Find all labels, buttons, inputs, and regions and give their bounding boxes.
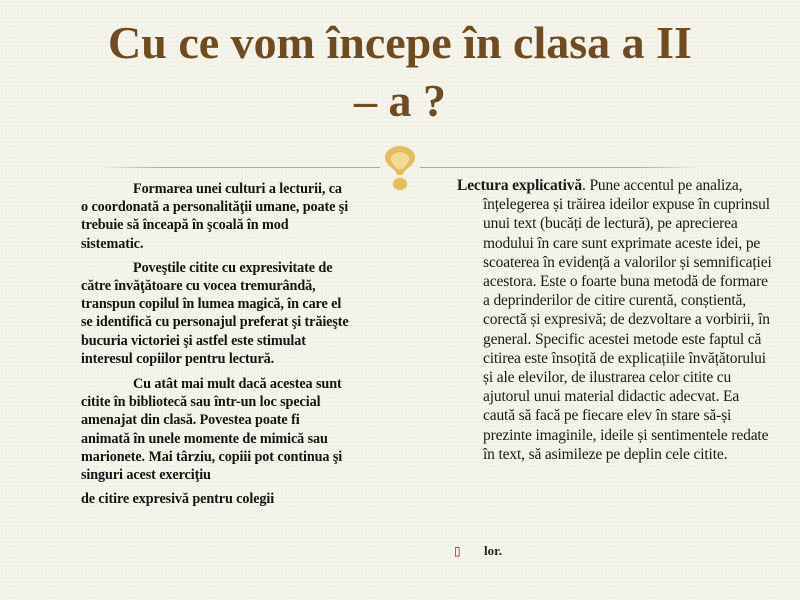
left-text-column: [81, 180, 349, 508]
title-line-2: – a ?: [354, 75, 446, 126]
right-heading: Lectura explicativă: [457, 177, 582, 194]
bullet-text: lor.: [484, 543, 502, 558]
left-paragraph-3-tail: de citire expresivă pentru colegii: [81, 491, 275, 508]
left-paragraph-3: Cu atât mai mult dacă acestea sunt citite în bibliotecă sau într-un loc special amenajat din clasă. Povestea poate fi animată în unele momente de mimică sau marionete. Mai târziu, copiii pot continua şi singuri acest exerciţiu: [81, 376, 343, 484]
right-body: . Pune accentul pe analiza, înțelegerea și trăirea ideilor expuse în cuprinsul unui text (bucăți de lectură), pe aprecierea modului în care sunt exprimate aceste idei, pe scoaterea în evidență a valorilor și semnificației acestora. Este o foarte buna metodă de formare a deprinderilor de citire curentă, conștientă, corectă și expresivă; de dezvoltare a vorbirii, în general. Specific acestei metode este faptul că citirea este însoțită de explicațiile învățătorului și ale elevilor, de ilustrarea celor citite cu ajutorul unui material didactic adecvat. Ea caută să facă pe fiecare elev în stare să-și prezinte imaginile, ideile și sentimentele redate în text, să asimileze pe deplin cele citite.: [483, 177, 772, 463]
fleur-ornament-icon: [381, 144, 419, 192]
slide-title: [20, 14, 780, 130]
left-paragraph-1: Formarea unei culturi a lecturii, ca o coordonată a personalităţii umane, poate şi trebuie să înceapă în şcoală în mod sistematic.: [81, 181, 349, 252]
right-paragraph: [452, 176, 772, 464]
divider-left: [100, 167, 380, 168]
right-text-column: [452, 176, 772, 464]
left-paragraph-2: Poveştile citite cu expresivitate de către învăţătoare cu vocea tremurândă, transpun copilul în lumea magică, în care el se identifică cu personajul preferat şi trăieşte bucuria victoriei şi astfel este stimulat interesul copiilor pentru lectură.: [81, 259, 349, 367]
divider-right: [420, 167, 700, 168]
title-line-1: Cu ce vom începe în clasa a II: [108, 17, 692, 68]
bullet-icon: ▯: [454, 544, 461, 558]
